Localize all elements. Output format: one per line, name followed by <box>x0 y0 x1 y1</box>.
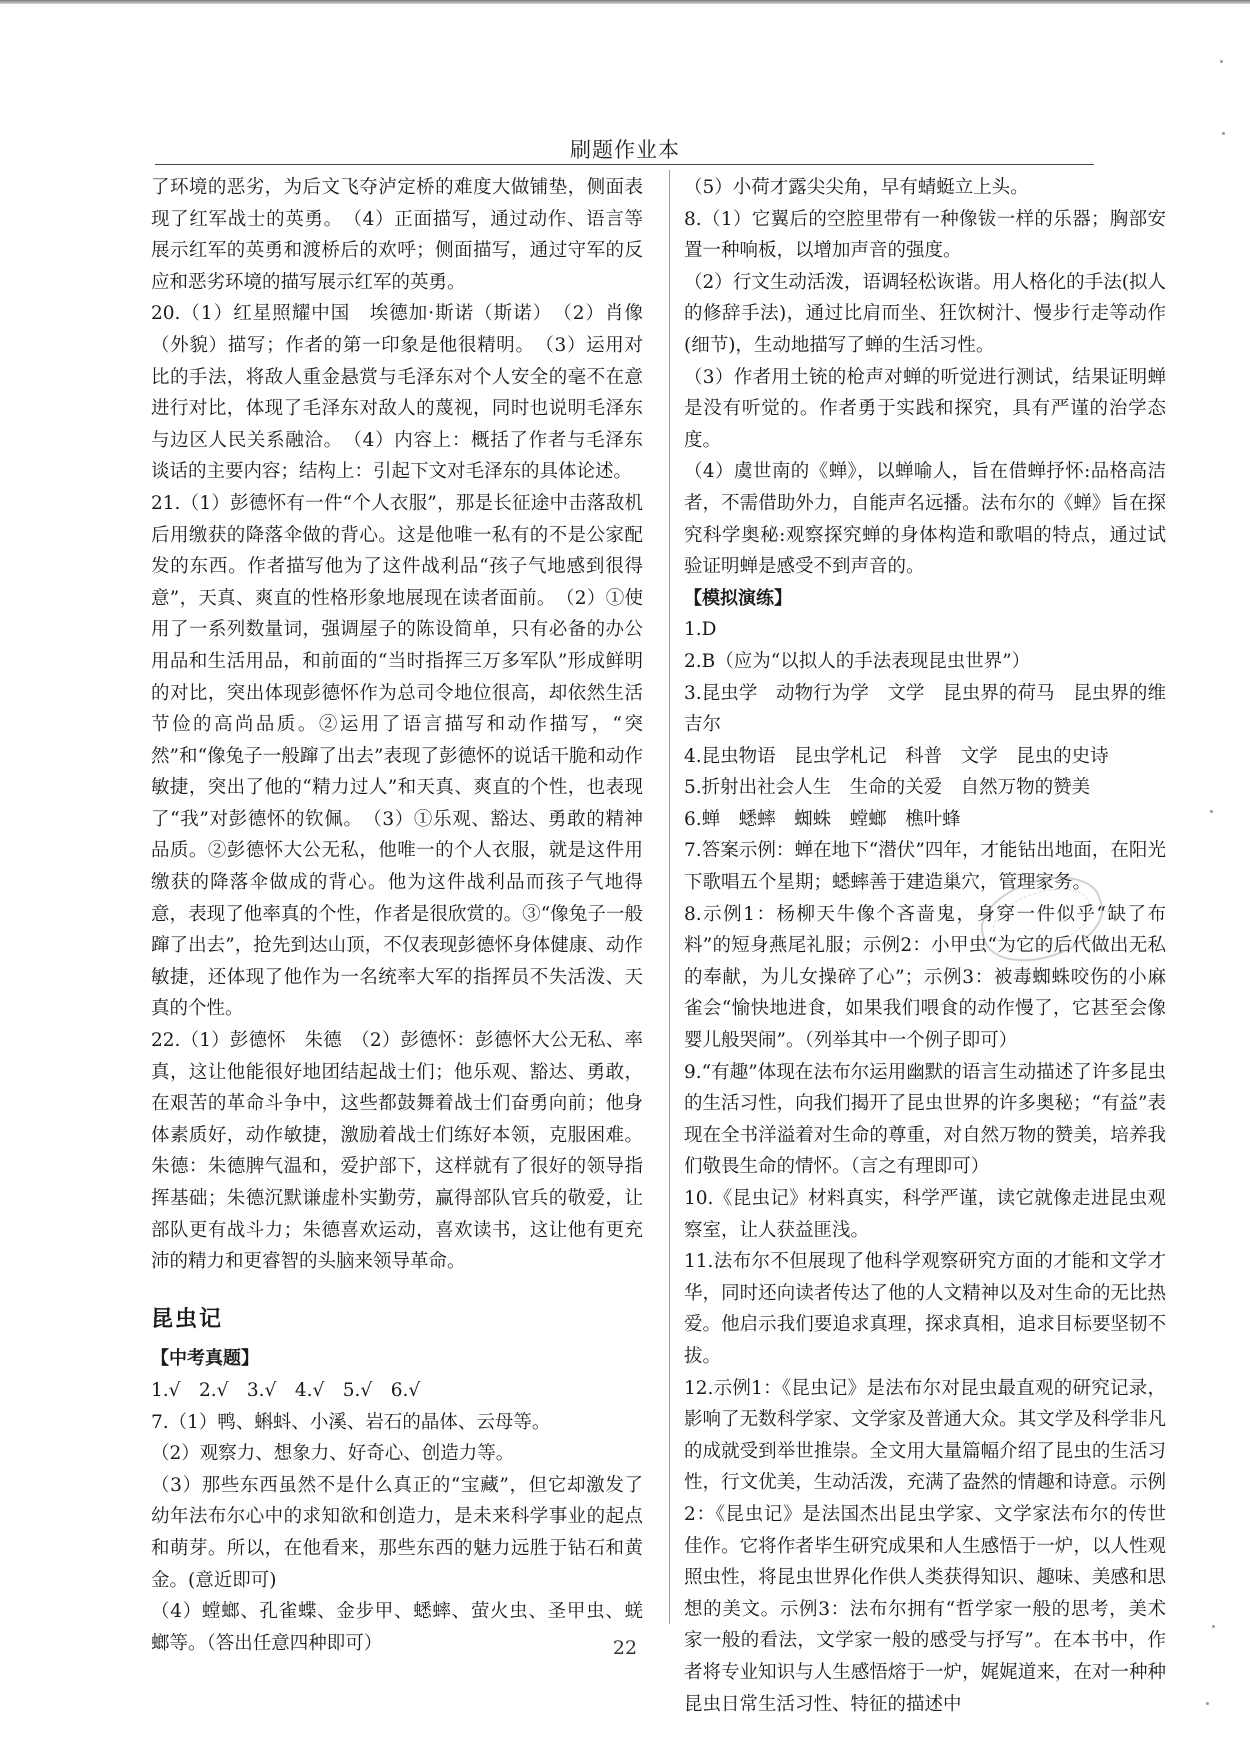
answer-line: 5.折射出社会人生 生命的关爱 自然万物的赞美 <box>684 777 1091 799</box>
header-rule <box>155 164 1094 165</box>
answer-line: 2.B（应为“以拟人的手法表现昆虫世界”） <box>684 650 1031 672</box>
answer-paragraph: 了环境的恶劣，为后文飞夺泸定桥的难度大做铺垫，侧面表现了红军战士的英勇。 （4）正面描写，通过动作、语言等展示红军的英勇和渡桥后的欢呼；侧面描写，通过守军的反应和恶劣环境的描写展示红军的英勇。 <box>151 177 643 293</box>
answer-paragraph-20: 20.（1）红星照耀中国 埃德加·斯诺（斯诺） （2）肖像（外貌）描写；作者的第一印象是他很精明。 （3）运用对比的手法，将敌人重金悬赏与毛泽东对个人安全的毫不在意进行对比，体现了毛泽东对敌人的蔑视，同时也说明毛泽东与边区人民关系融洽。 （4）内容上：概括了作者与毛泽东谈话的主要内容；结构上：引起下文对毛泽东的具体论述。 <box>151 303 643 483</box>
answer-line: 12.示例1：《昆虫记》是法布尔对昆虫最直观的研究记录，影响了无数科学家、文学家及普通大众。其文学及科学非凡的成就受到举世推崇。全文用大量篇幅介绍了昆虫的生活习性，行文优美，生动活泼，充满了盎然的情趣和诗意。示例2：《昆虫记》是法国杰出昆虫学家、文学家法布尔的传世佳作。它将作者毕生研究成果和人生感悟于一炉，以人性观照虫性，将昆虫世界化作供人类获得知识、趣味、美感和思想的美文。示例3：法布尔拥有“哲学家一般的思考，美术家一般的看法，文学家一般的感受与抒写”。在本书中，作者将专业知识与人生感悟熔于一炉，娓娓道来，在对一种种昆虫日常生活习性、特征的描述中 <box>684 1377 1166 1715</box>
answer-line: （4）螳螂、孔雀蝶、金步甲、蟋蟀、萤火虫、圣甲虫、蜣螂等。（答出任意四种即可） <box>151 1601 643 1654</box>
right-column <box>684 172 1166 1720</box>
answer-line: 7.（1）鸭、蝌蚪、小溪、岩石的晶体、云母等。 <box>151 1411 551 1433</box>
answer-line: 8.示例1：杨柳天牛像个吝啬鬼，身穿一件似乎“缺了布料”的短身燕尾礼服；示例2：小甲虫“为它的后代做出无私的奉献，为儿女操碎了心”；示例3：被毒蜘蛛咬伤的小麻雀会“愉快地进食，如果我们喂食的动作慢了，它甚至会像婴儿般哭闹”。（列举其中一个例子即可） <box>684 903 1166 1052</box>
answer-line: 8.（1）它翼后的空腔里带有一种像钹一样的乐器；胸部安置一种响板，以增加声音的强度。 <box>684 208 1166 262</box>
answer-paragraph-21: 21.（1）彭德怀有一件“个人衣服”，那是长征途中击落敌机后用缴获的降落伞做的背心。这是他唯一私有的不是公家配发的东西。作者描写他为了这件战利品“孩子气地感到很得意”，天真、爽直的性格形象地展现在读者面前。 （2）①使用了一系列数量词，强调屋子的陈设简单，只有必备的办公用品和生活用品，和前面的“当时指挥三万多军队”形成鲜明的对比，突出体现彭德怀作为总司令地位很高，却依然生活节俭的高尚品质。②运用了语言描写和动作描写，“突然”和“像兔子一般蹿了出去”表现了彭德怀的说话干脆和动作敏捷，突出了他的“精力过人”和天真、爽直的个性，也表现了“我”对彭德怀的钦佩。 （3）①乐观、豁达、勇敢的精神品质。②彭德怀大公无私，他唯一的个人衣服，就是这件用缴获的降落伞做成的背心。他为这件战利品而孩子气地得意，表现了他率真的个性，作者是很欣赏的。③“像兔子一般蹿了出去”，抢先到达山顶，不仅表现彭德怀身体健康、动作敏捷，还体现了他作为一名统率大军的指挥员不失活泼、天真的个性。 <box>151 492 643 1020</box>
page-header-title: 刷题作业本 <box>570 138 680 162</box>
answer-line: 10.《昆虫记》材料真实，科学严谨，读它就像走进昆虫观察室，让人获益匪浅。 <box>684 1188 1166 1241</box>
scan-speck <box>1222 132 1225 135</box>
answer-line: 1.√ 2.√ 3.√ 4.√ 5.√ 6.√ <box>151 1379 421 1401</box>
scan-speck <box>1206 1702 1209 1705</box>
answer-line: 4.昆虫物语 昆虫学札记 科普 文学 昆虫的史诗 <box>684 745 1109 767</box>
answer-line: 3.昆虫学 动物行为学 文学 昆虫界的荷马 昆虫界的维吉尔 <box>684 682 1166 736</box>
scan-speck <box>1212 1625 1215 1628</box>
answer-line: 11.法布尔不但展现了他科学观察研究方面的才能和文学才华，同时还向读者传达了他的人文精神以及对生命的无比热爱。他启示我们要追求真理，探求真相，追求目标要坚韧不拔。 <box>684 1251 1166 1367</box>
answer-line: （3）作者用土铳的枪声对蝉的听觉进行测试，结果证明蝉是没有听觉的。作者勇于实践和探究，具有严谨的治学态度。 <box>684 366 1166 451</box>
answer-line: 7.答案示例：蝉在地下“潜伏”四年，才能钻出地面，在阳光下歌唱五个星期；蟋蟀善于建造巢穴，管理家务。 <box>684 840 1166 894</box>
top-edge-rule <box>0 0 1250 4</box>
answer-line: 9.“有趣”体现在法布尔运用幽默的语言生动描述了许多昆虫的生活习性，向我们揭开了昆虫世界的许多奥秘；“有益”表现在全书洋溢着对生命的尊重，对自然万物的赞美，培养我们敬畏生命的情怀。（言之有理即可） <box>684 1061 1166 1178</box>
answer-line: （2）观察力、想象力、好奇心、创造力等。 <box>151 1443 515 1465</box>
subheading-zhongkao: 【中考真题】 <box>151 1348 259 1370</box>
answer-line: （3）那些东西虽然不是什么真正的“宝藏”，但它却激发了幼年法布尔心中的求知欲和创造力，是未来科学事业的起点和萌芽。所以，在他看来，那些东西的魅力远胜于钻石和黄金。(意近即可) <box>151 1474 643 1591</box>
answer-paragraph-22: 22.（1）彭德怀 朱德 （2）彭德怀：彭德怀大公无私、率真，这让他能很好地团结起战士们；他乐观、豁达、勇敢，在艰苦的革命斗争中，这些都鼓舞着战士们奋勇向前；他身体素质好，动作敏捷，激励着战士们练好本领，克服困难。朱德：朱德脾气温和，爱护部下，这样就有了很好的领导指挥基础；朱德沉默谦虚朴实勤劳，赢得部队官兵的敬爱，让部队更有战斗力；朱德喜欢运动，喜欢读书，这让他有更充沛的精力和更睿智的头脑来领导革命。 <box>151 1030 643 1273</box>
scan-speck <box>1220 60 1223 63</box>
answer-line: 6.蝉 蟋蟀 蜘蛛 螳螂 樵叶蜂 <box>684 808 961 830</box>
answer-line: （2）行文生动活泼，语调轻松诙谐。用人格化的手法(拟人的修辞手法)，通过比肩而坐、狂饮树汁、慢步行走等动作(细节)，生动地描写了蝉的生活习性。 <box>684 271 1166 356</box>
left-column <box>151 172 643 1659</box>
page-number: 22 <box>612 1637 638 1659</box>
scan-speck <box>1210 810 1213 813</box>
section-title-kunchongji: 昆虫记 <box>151 1306 224 1332</box>
column-divider <box>669 170 670 1624</box>
answer-line: （5）小荷才露尖尖角，早有蜻蜓立上头。 <box>684 177 1029 198</box>
subheading-moni: 【模拟演练】 <box>684 587 792 609</box>
answer-line: （4）虞世南的《蝉》，以蝉喻人，旨在借蝉抒怀:品格高洁者，不需借助外力，自能声名远播。法布尔的《蝉》旨在探究科学奥秘:观察探究蝉的身体构造和歌唱的特点，通过试验证明蝉是感受不到声音的。 <box>684 461 1166 578</box>
answer-line: 1.D <box>684 619 717 641</box>
